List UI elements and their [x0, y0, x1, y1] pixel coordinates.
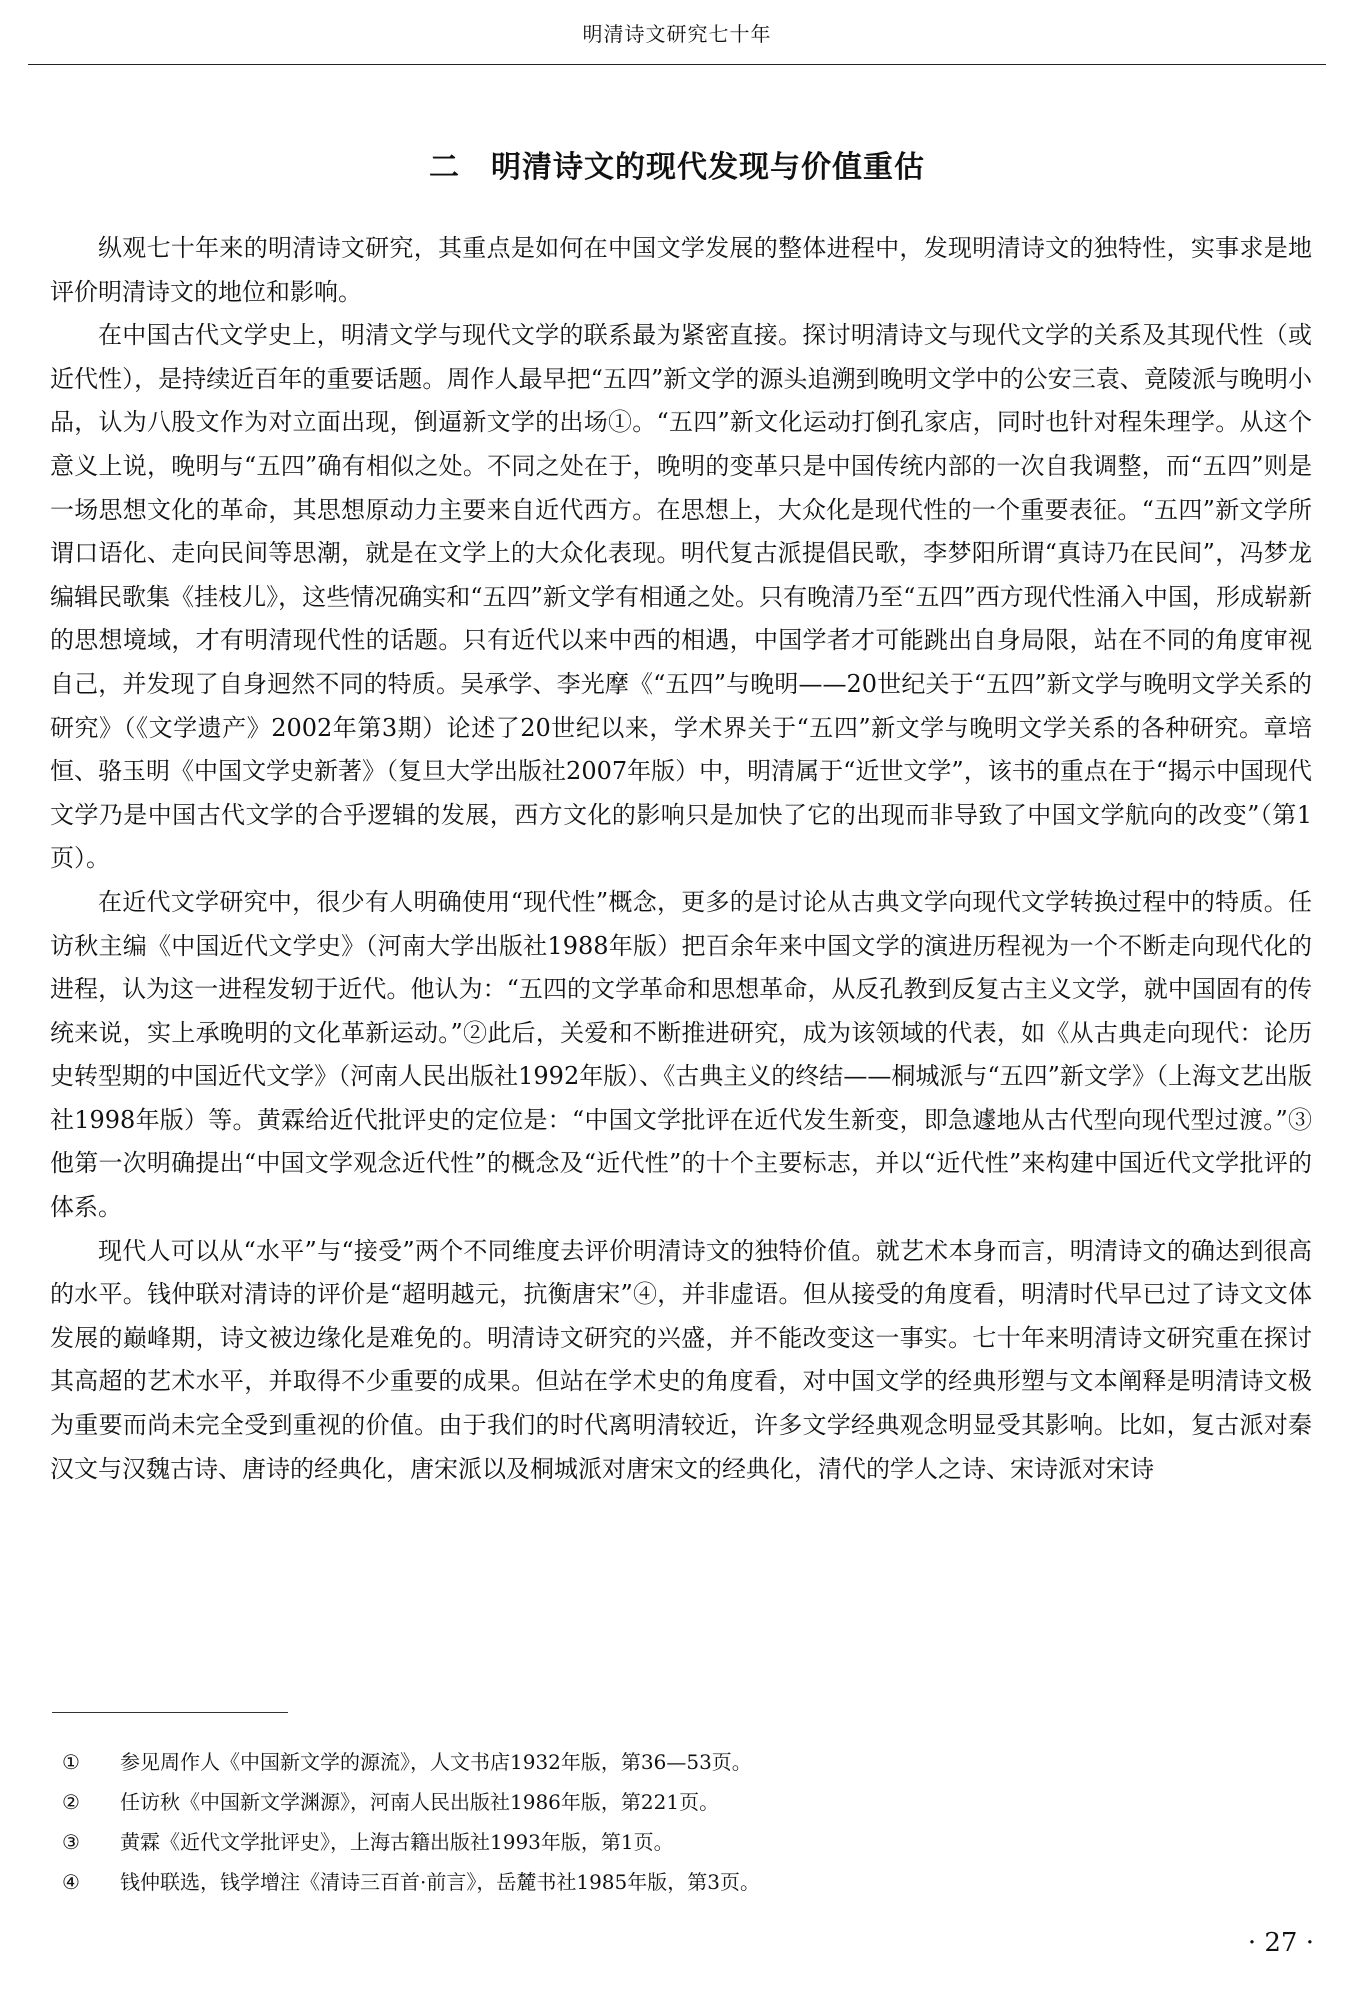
footnote-text: 黄霖《近代文学批评史》，上海古籍出版社1993年版，第1页。: [120, 1830, 674, 1854]
footnote-2: [62, 1782, 1262, 1822]
footnote-marker: ②: [62, 1790, 80, 1814]
footnotes: [62, 1742, 1262, 1902]
footnote-text: 参见周作人《中国新文学的源流》，人文书店1932年版，第36—53页。: [120, 1750, 752, 1774]
footnote-marker: ①: [62, 1750, 80, 1774]
footnote-marker: ③: [62, 1830, 80, 1854]
paragraph-4: 现代人可以从“水平”与“接受”两个不同维度去评价明清诗文的独特价值。就艺术本身而言，明清诗文的确达到很高的水平。钱仲联对清诗的评价是“超明越元，抗衡唐宋”④，并非虚语。但从接受的角度看，明清时代早已过了诗文文体发展的巅峰期，诗文被边缘化是难免的。明清诗文研究的兴盛，并不能改变这一事实。七十年来明清诗文研究重在探讨其高超的艺术水平，并取得不少重要的成果。但站在学术史的角度看，对中国文学的经典形塑与文本阐释是明清诗文极为重要而尚未完全受到重视的价值。由于我们的时代离明清较近，许多文学经典观念明显受其影响。比如，复古派对秦汉文与汉魏古诗、唐诗的经典化，唐宋派以及桐城派对唐宋文的经典化，清代的学人之诗、宋诗派对宋诗: [50, 1236, 1312, 1483]
body-text: [50, 227, 1312, 1491]
footnote-text: 任访秋《中国新文学渊源》，河南人民出版社1986年版，第221页。: [120, 1790, 720, 1814]
footnote-4: [62, 1862, 1262, 1902]
paragraph-1: 纵观七十年来的明清诗文研究，其重点是如何在中国文学发展的整体进程中，发现明清诗文的独特性，实事求是地评价明清诗文的地位和影响。: [50, 234, 1312, 306]
footnote-marker: ④: [62, 1870, 80, 1894]
paragraph-2: 在中国古代文学史上，明清文学与现代文学的联系最为紧密直接。探讨明清诗文与现代文学的关系及其现代性（或近代性），是持续近百年的重要话题。周作人最早把“五四”新文学的源头追溯到晚明文学中的公安三袁、竟陵派与晚明小品，认为八股文作为对立面出现，倒逼新文学的出场①。“五四”新文化运动打倒孔家店，同时也针对程朱理学。从这个意义上说，晚明与“五四”确有相似之处。不同之处在于，晚明的变革只是中国传统内部的一次自我调整，而“五四”则是一场思想文化的革命，其思想原动力主要来自近代西方。在思想上，大众化是现代性的一个重要表征。“五四”新文学所谓口语化、走向民间等思潮，就是在文学上的大众化表现。明代复古派提倡民歌，李梦阳所谓“真诗乃在民间”，冯梦龙编辑民歌集《挂枝儿》，这些情况确实和“五四”新文学有相通之处。只有晚清乃至“五四”西方现代性涌入中国，形成崭新的思想境域，才有明清现代性的话题。只有近代以来中西的相遇，中国学者才可能跳出自身局限，站在不同的角度审视自己，并发现了自身迥然不同的特质。吴承学、李光摩《“五四”与晚明——20世纪关于“五四”新文学与晚明文学关系的研究》（《文学遗产》2002年第3期）论述了20世纪以来，学术界关于“五四”新文学与晚明文学关系的各种研究。章培恒、骆玉明《中国文学史新著》（复旦大学出版社2007年版）中，明清属于“近世文学”，该书的重点在于“揭示中国现代文学乃是中国古代文学的合乎逻辑的发展，西方文化的影响只是加快了它的出现而非导致了中国文学航向的改变”（第1页）。: [50, 321, 1312, 873]
paragraph-3: 在近代文学研究中，很少有人明确使用“现代性”概念，更多的是讨论从古典文学向现代文学转换过程中的特质。任访秋主编《中国近代文学史》（河南大学出版社1988年版）把百余年来中国文学的演进历程视为一个不断走向现代化的进程，认为这一进程发轫于近代。他认为：“五四的文学革命和思想革命，从反孔教到反复古主义文学，就中国固有的传统来说，实上承晚明的文化革新运动。”②此后，关爱和不断推进研究，成为该领域的代表，如《从古典走向现代：论历史转型期的中国近代文学》（河南人民出版社1992年版）、《古典主义的终结——桐城派与“五四”新文学》（上海文艺出版社1998年版）等。黄霖给近代批评史的定位是：“中国文学批评在近代发生新变，即急遽地从古代型向现代型过渡。”③他第一次明确提出“中国文学观念近代性”的概念及“近代性”的十个主要标志，并以“近代性”来构建中国近代文学批评的体系。: [50, 887, 1312, 1222]
section-title: 二 明清诗文的现代发现与价值重估: [429, 150, 925, 185]
header-rule: [28, 64, 1326, 65]
footnote-3: [62, 1822, 1262, 1862]
footnote-1: [62, 1742, 1262, 1782]
footnote-text: 钱仲联选，钱学增注《清诗三百首·前言》，岳麓书社1985年版，第3页。: [120, 1870, 760, 1894]
running-head: 明清诗文研究七十年: [582, 22, 772, 46]
page-number: · 27 ·: [1247, 1928, 1314, 1958]
footnote-rule: [52, 1712, 288, 1713]
